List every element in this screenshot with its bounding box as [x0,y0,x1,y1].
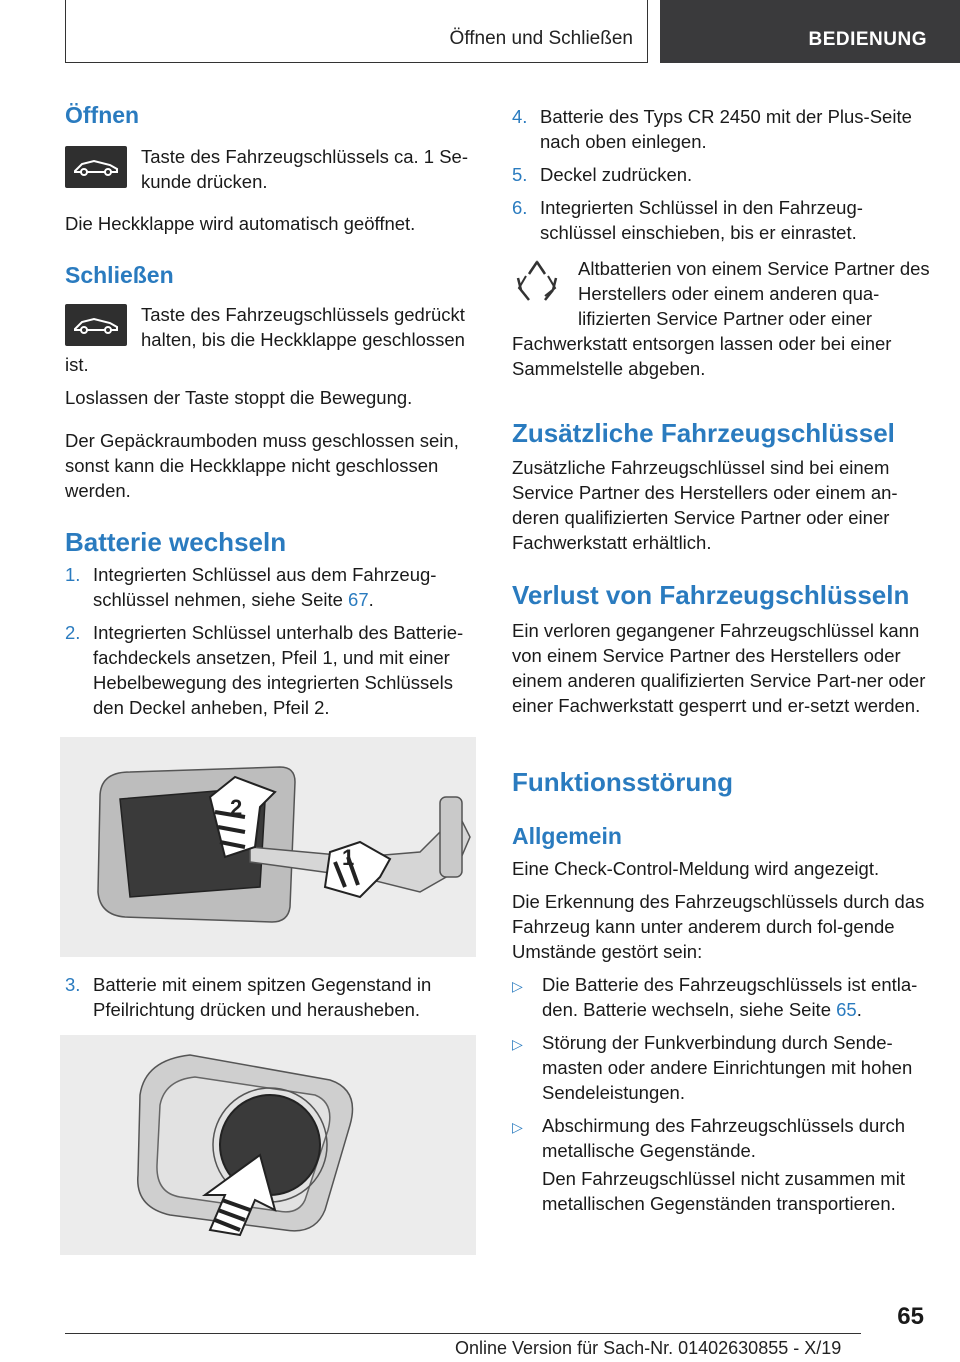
open-result-text: Die Heckklappe wird automatisch geöffnet. [65,213,416,234]
bullet-text: Die Batterie des Fahrzeugschlüssels ist entla-den. Batterie wechseln, siehe Seite 65. [542,974,918,1020]
list-item [65,620,477,720]
figure-key-removal [60,737,476,957]
check-control-text: Eine Check-Control-Meldung wird angezeigt. [512,858,880,879]
open-heading: Öffnen [65,102,140,128]
fault-causes-list [512,972,930,1171]
close-release-text: Loslassen der Taste stoppt die Bewegung. [65,387,413,408]
extra-keys-heading: Zusätzliche Fahrzeugschlüssel [512,418,895,448]
list-item [512,1113,930,1163]
bullet-marker-icon: ▷ [512,1119,523,1135]
battery-steps-list [65,562,477,728]
key-loss-text: Ein verloren gegangener Fahrzeugschlüssel kann von einem Service Partner des Herstellers oder einem anderen qualifizierten Service Part-ner oder einer Fachwerkstatt gesperrt und er-setzt werden. [512,620,926,716]
step-number: 5. [512,164,528,185]
bullet-followup-text: Den Fahrzeugschlüssel nicht zusammen mit metallischen Gegenständen transportieren. [542,1168,905,1214]
general-heading: Allgemein [512,823,622,849]
footer-divider [65,1333,861,1334]
step-text: Integrierten Schlüssel unterhalb des Batterie-fachdeckels ansetzen, Pfeil 1, und mit einer Hebelbewegung des integrierten Schlüssels den Deckel anheben, Pfeil 2. [93,622,464,718]
recycle-note [512,256,930,331]
battery-steps-list-right [512,104,930,253]
arrow-label-1: 1 [342,845,355,870]
figure-battery-removal [60,1035,476,1255]
close-instruction-text-cont: ist. [65,354,89,375]
list-item [512,1030,930,1105]
bullet-text: Störung der Funkverbindung durch Sende-masten oder andere Einrichtungen mit hohen Sendeleistungen. [542,1032,913,1103]
fault-heading: Funktionsstörung [512,767,733,797]
step-number: 4. [512,106,528,127]
car-key-button-icon [65,146,127,188]
step-text: Integrierten Schlüssel in den Fahrzeug-schlüssel einschieben, bis er einrastet. [540,197,863,243]
key-removal-illustration [60,737,476,957]
list-item [512,972,930,1022]
bullet-text: Abschirmung des Fahrzeugschlüssels durch metallische Gegenstände. [542,1115,905,1161]
bullet-marker-icon: ▷ [512,1036,523,1052]
step-text: Integrierten Schlüssel aus dem Fahrzeug-schlüssel nehmen, siehe Seite 67. [93,564,437,610]
page-link[interactable]: 67 [348,589,369,610]
header-section-title: Öffnen und Schließen [449,28,633,49]
battery-removal-illustration [60,1035,476,1255]
online-version-text: Online Version für Sach-Nr. 01402630855 - X/19 [455,1338,842,1358]
header-section-box [65,0,648,63]
key-loss-heading: Verlust von Fahrzeugschlüsseln [512,580,910,610]
list-item [65,972,477,1022]
page-number: 65 [897,1303,924,1330]
car-key-button-icon [65,304,127,346]
detection-text: Die Erkennung des Fahrzeugschlüssels durch das Fahrzeug kann unter anderem durch fol-gende Umstände gestört sein: [512,891,925,962]
header-chapter-box [660,0,960,63]
step-text: Batterie mit einem spitzen Gegenstand in Pfeilrichtung drücken und herausheben. [93,974,432,1020]
step-text: Batterie des Typs CR 2450 mit der Plus-Seite nach oben einlegen. [540,106,912,152]
list-item [65,562,477,612]
close-note-text: Der Gepäckraumboden muss geschlossen sein, sonst kann die Heckklappe nicht geschlossen werden. [65,430,459,501]
step-number: 3. [65,974,81,995]
open-instruction [65,144,477,194]
list-item [512,195,930,245]
list-item [512,104,930,154]
recycle-icon [512,256,562,311]
battery-heading: Batterie wechseln [65,527,287,557]
battery-steps-list-cont [65,972,477,1030]
close-instruction-text: Taste des Fahrzeugschlüssels gedrückt halten, bis die Heckklappe geschlossen [141,304,465,350]
step-number: 2. [65,622,81,643]
close-instruction [65,302,477,352]
header-chapter-title: BEDIENUNG [808,29,927,50]
step-text: Deckel zudrücken. [540,164,693,185]
step-number: 6. [512,197,528,218]
step-number: 1. [65,564,81,585]
page-link[interactable]: 65 [836,999,857,1020]
recycle-text-cont: Fachwerkstatt entsorgen lassen oder bei einer Sammelstelle abgeben. [512,333,892,379]
open-instruction-text: Taste des Fahrzeugschlüssels ca. 1 Se-kunde drücken. [141,146,468,192]
recycle-text: Altbatterien von einem Service Partner des Herstellers oder einem anderen qua-lifizierten Service Partner oder einer [578,258,930,329]
extra-keys-text: Zusätzliche Fahrzeugschlüssel sind bei einem Service Partner des Herstellers oder einem an-deren qualifizierten Service Partner oder einer Fachwerkstatt erhältlich. [512,457,898,553]
arrow-label-2: 2 [230,795,243,820]
close-heading: Schließen [65,262,174,288]
list-item [512,162,930,187]
bullet-marker-icon: ▷ [512,978,523,994]
